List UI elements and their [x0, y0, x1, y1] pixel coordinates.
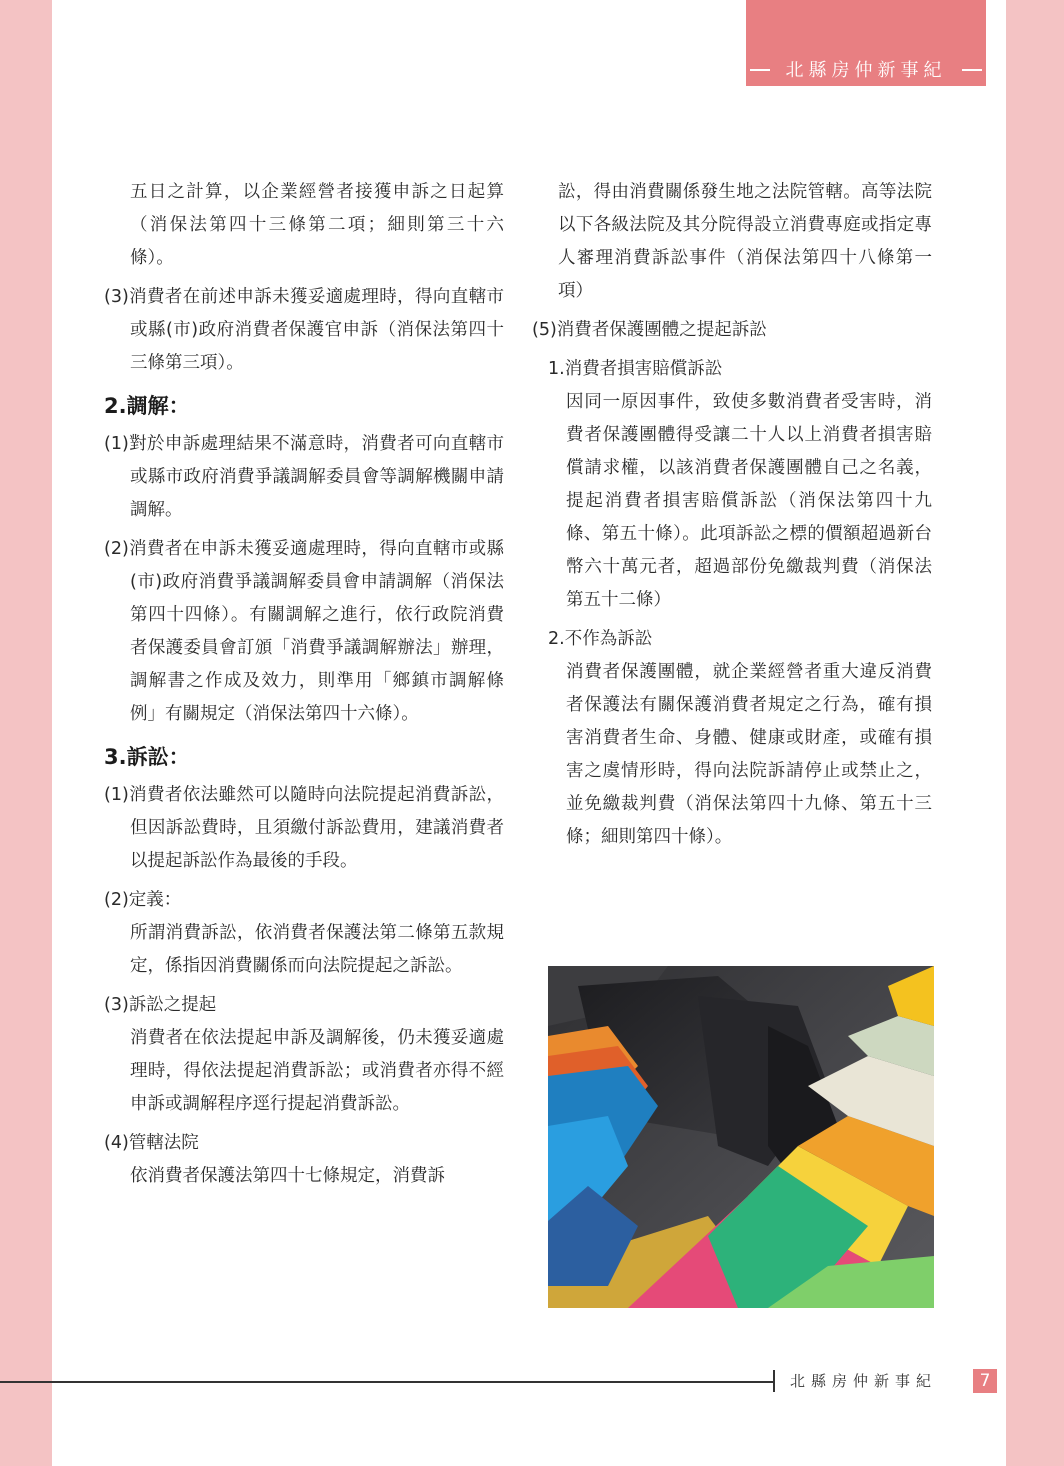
subheading: 1.消費者損害賠償訴訟: [548, 359, 723, 379]
subheading: (5)消費者保護團體之提起訴訟: [532, 320, 767, 340]
subheading: (2)定義：: [104, 890, 182, 910]
section-heading-litigation: 3.訴訟：: [104, 745, 190, 769]
footer-title: 北縣房仲新事紀: [790, 1372, 938, 1390]
page-number: 7: [973, 1369, 997, 1393]
left-side-band: [0, 0, 52, 1466]
paragraph: 所謂消費訴訟，依消費者保護法第二條第五款規定，係指因消費關係而向法院提起之訴訟。: [130, 923, 504, 976]
paragraph: 因同一原因事件，致使多數消費者受害時，消費者保護團體得受讓二十人以上消費者損害賠償請求權，以該消費者保護團體自己之名義，提起消費者損害賠償訴訟（消保法第四十九條、第五十條）。此項訴訟之標的價額超過新台幣六十萬元者，超過部份免繳裁判費（消保法第五十二條）: [566, 392, 932, 610]
subheading: (3)訴訟之提起: [104, 995, 217, 1015]
left-column: [104, 176, 504, 1193]
paragraph: 依消費者保護法第四十七條規定，消費訴: [130, 1166, 445, 1186]
header-title: 北縣房仲新事紀: [785, 60, 947, 81]
footer-tick: [773, 1370, 775, 1392]
colored-paper-photo: [548, 966, 934, 1308]
paragraph: (3)消費者在前述申訴未獲妥適處理時，得向直轄市或縣(市)政府消費者保護官申訴（消保法第四十三條第三項）。: [104, 287, 504, 373]
paragraph: 五日之計算，以企業經營者接獲申訴之日起算（消保法第四十三條第二項；細則第三十六條）。: [130, 182, 504, 268]
paragraph: (2)消費者在申訴未獲妥適處理時，得向直轄市或縣(市)政府消費爭議調解委員會申請調解（消保法第四十四條）。有關調解之進行，依行政院消費者保護委員會訂頒「消費爭議調解辦法」辦理，調解書之作成及效力，則準用「鄉鎮市調解條例」有關規定（消保法第四十六條）。: [104, 539, 504, 724]
paragraph: (1)消費者依法雖然可以隨時向法院提起消費訴訟，但因訴訟費時，且須繳付訴訟費用，建議消費者以提起訴訟作為最後的手段。: [104, 785, 504, 871]
paragraph: 消費者保護團體，就企業經營者重大違反消費者保護法有關保護消費者規定之行為，確有損害消費者生命、身體、健康或財產，或確有損害之虞情形時，得向法院訴請停止或禁止之，並免繳裁判費（消保法第四十九條、第五十三條；細則第四十條）。: [566, 662, 932, 847]
footer-rule: [0, 1381, 774, 1383]
right-column: [532, 176, 932, 854]
paragraph: (1)對於申訴處理結果不滿意時，消費者可向直轄市或縣市政府消費爭議調解委員會等調解機關申請調解。: [104, 434, 504, 520]
subheading: (4)管轄法院: [104, 1133, 199, 1153]
subheading: 2.不作為訴訟: [548, 629, 653, 649]
paragraph: 消費者在依法提起申訴及調解後，仍未獲妥適處理時，得依法提起消費訴訟；或消費者亦得不經申訴或調解程序逕行提起消費訴訟。: [130, 1028, 504, 1114]
section-heading-mediation: 2.調解：: [104, 394, 190, 418]
paragraph: 訟，得由消費關係發生地之法院管轄。高等法院以下各級法院及其分院得設立消費專庭或指定專人審理消費訴訟事件（消保法第四十八條第一項）: [558, 182, 932, 301]
right-side-band: [1006, 0, 1064, 1466]
